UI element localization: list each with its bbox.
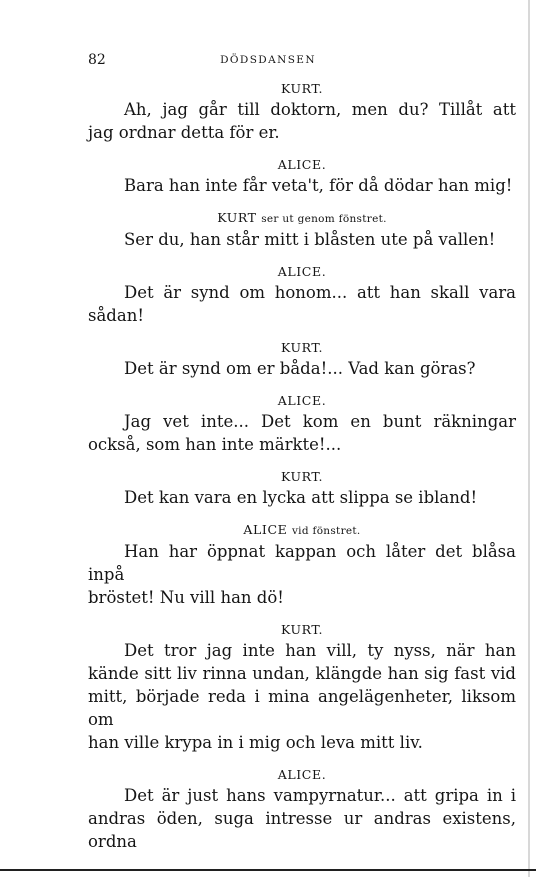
speech-paragraph bbox=[88, 784, 516, 853]
page-edge-shadow bbox=[528, 0, 530, 877]
speaker-label: KURT. bbox=[280, 340, 324, 355]
speaker-name bbox=[88, 156, 516, 174]
speech-paragraph bbox=[88, 486, 516, 509]
page-number: 82 bbox=[88, 52, 106, 68]
speech-paragraph bbox=[88, 357, 516, 380]
speaker-label: ALICE. bbox=[277, 393, 327, 408]
text-line: Det är synd om er båda!... Vad kan göras? bbox=[124, 359, 476, 378]
text-line: Det är just hans vampyrnatur... att gripa in i bbox=[124, 786, 516, 805]
text-line: Jag vet inte... Det kom en bunt räkningar bbox=[124, 412, 516, 431]
speaker-name bbox=[88, 209, 516, 228]
speech-paragraph bbox=[88, 98, 516, 144]
speech-paragraph bbox=[88, 228, 516, 251]
speech-paragraph bbox=[88, 281, 516, 327]
text-line: bröstet! Nu vill han dö! bbox=[88, 588, 284, 607]
speaker-label: KURT bbox=[217, 210, 257, 225]
speaker-label: KURT. bbox=[280, 81, 324, 96]
text-line: Ah, jag går till doktorn, men du? Tillåt att bbox=[124, 100, 516, 119]
text-line: Det kan vara en lycka att slippa se ibland! bbox=[124, 488, 478, 507]
text-line: Ser du, han står mitt i blåsten ute på vallen! bbox=[124, 230, 496, 249]
speaker-label: ALICE. bbox=[277, 157, 327, 172]
speaker-name bbox=[88, 468, 516, 486]
page-header bbox=[0, 50, 536, 70]
text-line: Det tror jag inte han vill, ty nyss, när han bbox=[124, 641, 516, 660]
text-line: jag ordnar detta för er. bbox=[88, 123, 280, 142]
speaker-name bbox=[88, 392, 516, 410]
speaker-name bbox=[88, 80, 516, 98]
text-line: också, som han inte märkte!... bbox=[88, 435, 342, 454]
text-line: mitt, började reda i mina angelägenheter, liksom om bbox=[88, 687, 516, 729]
page-bottom-edge bbox=[0, 869, 536, 871]
speech-paragraph bbox=[88, 639, 516, 754]
text-line: Det är synd om honom... att han skall vara bbox=[124, 283, 516, 302]
speaker-label: ALICE bbox=[243, 522, 288, 537]
speaker-label: KURT. bbox=[280, 622, 324, 637]
speech-paragraph bbox=[88, 174, 516, 197]
text-line: sådan! bbox=[88, 306, 144, 325]
stage-direction: ser ut genom fönstret. bbox=[261, 213, 387, 225]
dialogue-text bbox=[88, 80, 516, 865]
text-line: Han har öppnat kappan och låter det blåsa inpå bbox=[88, 542, 516, 584]
speaker-label: ALICE. bbox=[277, 767, 327, 782]
speaker-name bbox=[88, 766, 516, 784]
text-line: andras öden, suga intresse ur andras existens, ordna bbox=[88, 809, 516, 851]
speaker-name bbox=[88, 339, 516, 357]
speech-paragraph bbox=[88, 410, 516, 456]
text-line: Bara han inte får veta't, för då dödar han mig! bbox=[124, 176, 513, 195]
speaker-name bbox=[88, 263, 516, 281]
speaker-label: KURT. bbox=[280, 469, 324, 484]
running-title: DÖDSDANSEN bbox=[220, 54, 316, 66]
text-line: kände sitt liv rinna undan, klängde han sig fast vid bbox=[88, 664, 516, 683]
speaker-name bbox=[88, 521, 516, 540]
speaker-label: ALICE. bbox=[277, 264, 327, 279]
stage-direction: vid fönstret. bbox=[291, 525, 361, 537]
text-line: han ville krypa in i mig och leva mitt liv. bbox=[88, 733, 423, 752]
speech-paragraph bbox=[88, 540, 516, 609]
speaker-name bbox=[88, 621, 516, 639]
